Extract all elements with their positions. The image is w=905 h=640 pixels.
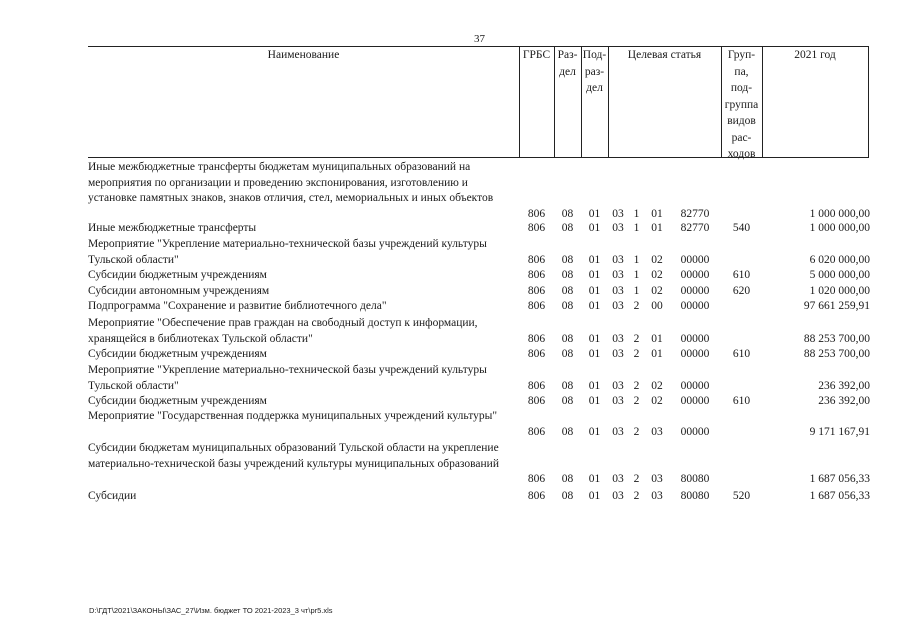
row-code-pr: 01 <box>588 222 601 234</box>
row-amount: 97 661 259,91 <box>803 300 870 312</box>
row-code-grbs: 806 <box>527 490 546 502</box>
row-code-rz: 08 <box>561 269 574 281</box>
row-code-c3: 02 <box>651 253 663 266</box>
header-podrazdel-line: раз- <box>584 65 605 78</box>
row-code-c1: 03 <box>612 222 624 234</box>
row-code-rz: 08 <box>561 348 574 360</box>
row-code-pr: 01 <box>588 207 601 220</box>
row-code-pr: 01 <box>588 395 601 407</box>
row-code-c2: 2 <box>633 348 640 360</box>
table-row <box>88 160 870 222</box>
row-code-grbs: 806 <box>527 269 546 281</box>
row-code-c3: 03 <box>651 490 663 502</box>
header-group-line: рас- <box>731 131 752 144</box>
row-code-pr: 01 <box>588 332 601 345</box>
row-code-c4: 80080 <box>680 473 710 485</box>
table-row <box>88 316 870 347</box>
row-code-pr: 01 <box>588 473 601 485</box>
row-code-pr: 01 <box>588 348 601 360</box>
row-code-pr: 01 <box>588 379 601 392</box>
row-code-c1: 03 <box>612 253 624 266</box>
row-name: Мероприятие "Государственная поддержка муниципальных учреждений культуры" <box>88 410 498 422</box>
row-code-c4: 80080 <box>680 490 710 502</box>
row-code-c2: 2 <box>633 379 640 392</box>
row-code-grbs: 806 <box>527 395 546 407</box>
row-code-c3: 03 <box>651 473 663 485</box>
row-code-c4: 00000 <box>680 425 710 438</box>
header-group-line: па, <box>734 65 749 78</box>
row-amount: 236 392,00 <box>818 379 870 392</box>
row-code-c2: 1 <box>633 269 640 281</box>
row-code-pr: 01 <box>588 269 601 281</box>
row-code-rz: 08 <box>561 253 574 266</box>
table-row <box>88 299 870 315</box>
row-code-c2: 2 <box>633 332 640 345</box>
row-amount: 6 020 000,00 <box>809 253 870 266</box>
row-code-rz: 08 <box>561 285 574 297</box>
row-code-c3: 03 <box>651 425 663 438</box>
header-razdel <box>554 47 581 80</box>
header-name: Наименование <box>267 49 340 61</box>
header-podrazdel <box>581 47 608 97</box>
row-code-rz: 08 <box>561 395 574 407</box>
row-code-rz: 08 <box>561 379 574 392</box>
row-code-grbs: 806 <box>527 300 546 312</box>
row-code-c3: 01 <box>651 222 663 234</box>
row-code-c3: 00 <box>651 300 663 312</box>
row-code-c1: 03 <box>612 490 624 502</box>
header-group-line: ходов <box>727 148 756 160</box>
header-divider <box>868 46 869 158</box>
row-code-vr: 520 <box>732 490 751 502</box>
row-code-c4: 00000 <box>680 300 710 312</box>
row-code-c3: 01 <box>651 332 663 345</box>
table-row <box>88 268 870 284</box>
row-code-c1: 03 <box>612 425 624 438</box>
row-code-grbs: 806 <box>527 425 546 438</box>
row-code-c3: 02 <box>651 395 663 407</box>
table-row <box>88 409 870 440</box>
row-name: Мероприятие "Укрепление материально-технической базы учреждений культуры Тульской области" <box>88 238 487 266</box>
row-code-c2: 1 <box>633 222 640 234</box>
row-name: Мероприятие "Обеспечение прав граждан на свободный доступ к информации, хранящейся в библиотеках Тульской области" <box>88 317 478 345</box>
row-code-c3: 02 <box>651 285 663 297</box>
row-code-c3: 01 <box>651 348 663 360</box>
header-group-line: под- <box>730 82 753 94</box>
row-code-c1: 03 <box>612 473 624 485</box>
header-grbs: ГРБС <box>522 49 551 61</box>
row-code-rz: 08 <box>561 490 574 502</box>
table-row <box>88 284 870 300</box>
row-code-c1: 03 <box>612 285 624 297</box>
row-code-pr: 01 <box>588 285 601 297</box>
header-razdel-line: дел <box>559 65 576 78</box>
row-amount: 1 687 056,33 <box>809 473 870 485</box>
table-row <box>88 441 870 488</box>
row-code-c4: 00000 <box>680 332 710 345</box>
row-code-c3: 01 <box>651 207 663 220</box>
row-code-grbs: 806 <box>527 207 546 220</box>
row-code-c3: 02 <box>651 269 663 281</box>
header-group-line: группа <box>724 98 759 111</box>
row-name: Мероприятие "Укрепление материально-технической базы учреждений культуры Тульской области" <box>88 364 487 392</box>
row-code-grbs: 806 <box>527 285 546 297</box>
row-amount: 5 000 000,00 <box>809 269 870 281</box>
row-name: Субсидии бюджетам муниципальных образований Тульской области на укрепление материально-технической базы учреждений культуры муниципальных образований <box>88 442 499 470</box>
row-code-rz: 08 <box>561 207 574 220</box>
header-target: Целевая статья <box>627 49 702 61</box>
page-number: 37 <box>474 33 485 45</box>
row-code-vr: 540 <box>732 222 751 234</box>
row-amount: 1 000 000,00 <box>809 207 870 220</box>
row-code-c1: 03 <box>612 207 624 220</box>
row-name: Иные межбюджетные трансферты <box>88 222 257 234</box>
row-code-c1: 03 <box>612 300 624 312</box>
header-year: 2021 год <box>794 49 836 61</box>
row-code-vr: 620 <box>732 285 751 297</box>
row-code-c3: 02 <box>651 379 663 392</box>
row-amount: 9 171 167,91 <box>809 425 870 438</box>
row-code-grbs: 806 <box>527 473 546 485</box>
row-code-pr: 01 <box>588 300 601 312</box>
row-code-c1: 03 <box>612 348 624 360</box>
row-code-vr: 610 <box>732 269 751 281</box>
row-code-c2: 2 <box>633 473 640 485</box>
row-amount: 236 392,00 <box>818 395 870 407</box>
row-name: Субсидии бюджетным учреждениям <box>88 395 267 407</box>
row-amount: 88 253 700,00 <box>803 348 870 360</box>
row-code-c1: 03 <box>612 395 624 407</box>
row-code-rz: 08 <box>561 222 574 234</box>
row-code-c2: 1 <box>633 253 640 266</box>
row-code-c2: 1 <box>633 285 640 297</box>
row-code-pr: 01 <box>588 253 601 266</box>
row-code-c4: 00000 <box>680 269 710 281</box>
row-name: Иные межбюджетные трансферты бюджетам муниципальных образований на мероприятия по организации и проведению экспонирования, изготовлению и установке памятных знаков, знаков отличия, стел, мемориальных и иных объектов <box>88 161 494 204</box>
row-code-c4: 00000 <box>680 395 710 407</box>
row-code-c2: 1 <box>633 207 640 220</box>
row-code-c2: 2 <box>633 425 640 438</box>
row-code-grbs: 806 <box>527 332 546 345</box>
table-row <box>88 347 870 363</box>
table-row <box>88 363 870 394</box>
file-path-footer: D:\ГДТ\2021\ЗАКОНЫ\ЗАС_27\Изм. бюджет ТО 2021-2023_3 чт\pr5.xls <box>89 606 333 615</box>
header-group-line: Груп- <box>727 49 756 61</box>
row-code-rz: 08 <box>561 425 574 438</box>
row-name: Субсидии бюджетным учреждениям <box>88 269 267 281</box>
row-amount: 1 020 000,00 <box>809 285 870 297</box>
row-code-c2: 2 <box>633 490 640 502</box>
row-name: Субсидии бюджетным учреждениям <box>88 348 267 360</box>
table-row <box>88 221 870 237</box>
header-razdel-line: Раз- <box>557 49 578 61</box>
row-code-grbs: 806 <box>527 222 546 234</box>
row-code-vr: 610 <box>732 348 751 360</box>
row-code-rz: 08 <box>561 332 574 345</box>
row-name: Субсидии <box>88 490 137 502</box>
row-code-c1: 03 <box>612 379 624 392</box>
row-code-rz: 08 <box>561 473 574 485</box>
row-code-c2: 2 <box>633 300 640 312</box>
row-name: Подпрограмма "Сохранение и развитие библиотечного дела" <box>88 300 387 312</box>
row-code-c4: 00000 <box>680 285 710 297</box>
table-row <box>88 394 870 410</box>
row-code-pr: 01 <box>588 425 601 438</box>
row-code-rz: 08 <box>561 300 574 312</box>
row-amount: 1 687 056,33 <box>809 490 870 502</box>
row-code-pr: 01 <box>588 490 601 502</box>
row-code-c4: 82770 <box>680 207 710 220</box>
row-code-grbs: 806 <box>527 379 546 392</box>
row-code-grbs: 806 <box>527 348 546 360</box>
row-amount: 88 253 700,00 <box>803 332 870 345</box>
table-row <box>88 489 870 505</box>
row-code-c1: 03 <box>612 269 624 281</box>
header-podrazdel-line: дел <box>586 82 603 94</box>
row-code-c2: 2 <box>633 395 640 407</box>
row-code-vr: 610 <box>732 395 751 407</box>
row-code-c1: 03 <box>612 332 624 345</box>
row-code-c4: 00000 <box>680 379 710 392</box>
row-amount: 1 000 000,00 <box>809 222 870 234</box>
header-group-line: видов <box>727 115 756 127</box>
header-group <box>721 47 762 163</box>
row-code-grbs: 806 <box>527 253 546 266</box>
row-code-c4: 00000 <box>680 348 710 360</box>
row-code-c4: 82770 <box>680 222 710 234</box>
header-podrazdel-line: Под- <box>582 49 607 61</box>
row-code-c4: 00000 <box>680 253 710 266</box>
table-row <box>88 237 870 268</box>
row-name: Субсидии автономным учреждениям <box>88 285 270 297</box>
